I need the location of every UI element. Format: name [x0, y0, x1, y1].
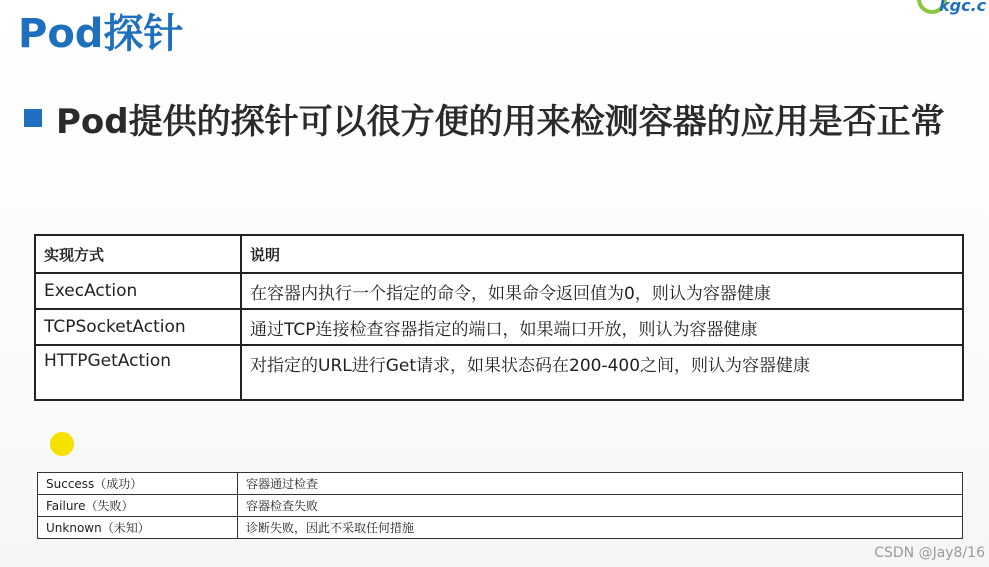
- result-description: 容器检查失败: [238, 495, 963, 517]
- table-row: [35, 273, 963, 309]
- logo-text: kgc.c: [939, 0, 987, 15]
- probe-methods-table: [34, 234, 964, 401]
- probe-results-table: [37, 472, 963, 539]
- result-name: Unknown（未知）: [38, 517, 238, 539]
- method-description: 通过TCP连接检查容器指定的端口，如果端口开放，则认为容器健康: [241, 309, 963, 345]
- header-method: 实现方式: [35, 235, 241, 273]
- method-name: HTTPGetAction: [35, 345, 241, 400]
- bullet-text: Pod提供的探针可以很方便的用来检测容器的应用是否正常: [56, 102, 945, 142]
- csdn-watermark: CSDN @Jay8/16: [874, 545, 985, 561]
- method-name: TCPSocketAction: [35, 309, 241, 345]
- result-name: Success（成功）: [38, 473, 238, 495]
- result-description: 诊断失败，因此不采取任何措施: [238, 517, 963, 539]
- table-row: [35, 309, 963, 345]
- table-row: [38, 495, 963, 517]
- table-row: [35, 345, 963, 400]
- method-description: 在容器内执行一个指定的命令，如果命令返回值为0，则认为容器健康: [241, 273, 963, 309]
- result-description: 容器通过检查: [238, 473, 963, 495]
- table-row: [38, 517, 963, 539]
- header-description: 说明: [241, 235, 963, 273]
- method-name: ExecAction: [35, 273, 241, 309]
- bullet-square-icon: [24, 109, 42, 127]
- slide-title: Pod探针: [18, 11, 184, 57]
- table-header-row: [35, 235, 963, 273]
- yellow-pointer-dot: [50, 432, 74, 456]
- brand-logo: [909, 0, 989, 22]
- method-description: 对指定的URL进行Get请求，如果状态码在200-400之间，则认为容器健康: [241, 345, 963, 400]
- table-row: [38, 473, 963, 495]
- result-name: Failure（失败）: [38, 495, 238, 517]
